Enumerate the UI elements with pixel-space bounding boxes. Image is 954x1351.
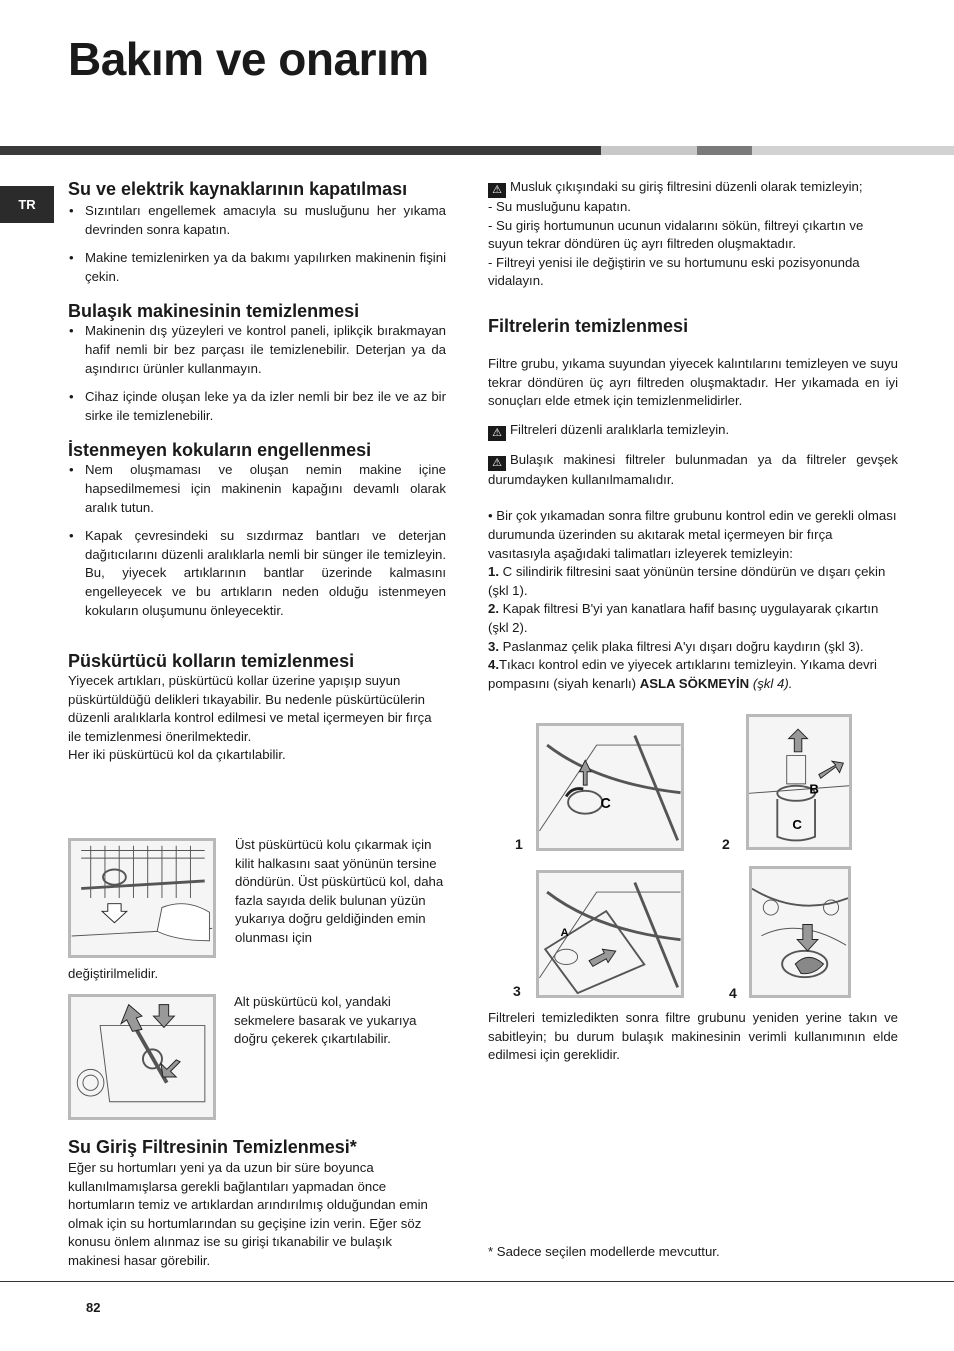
paragraph (488, 451, 898, 490)
bar-segment-dark (0, 146, 601, 155)
lower-spray-arm-figure (68, 994, 216, 1120)
section-heading: Püskürtücü kolların temizlenmesi (68, 651, 355, 672)
figure-label-c: C (600, 795, 611, 812)
instruction-step (488, 656, 898, 693)
paragraph: Yiyecek artıkları, püskürtücü kollar üzerine yapışıp suyun püskürtüldüğü delikleri tıkayabilir. Bu nedenle püskürtücülerin düzenli aralıklarla kontrol edilmesi ve metal içermeyen bir fırça ile temizlenmesi önerilmektedir. (68, 673, 432, 744)
list-item: • Makine temizlenirken ya da bakımı yapılırken makinenin fişini çekin. (68, 249, 446, 286)
step-number: 2. (488, 601, 499, 617)
warning-icon: ⚠ (488, 456, 506, 471)
title-divider-bar (0, 146, 954, 155)
step-number: 4. (488, 657, 499, 673)
figure-reference: (şkl 4). (749, 675, 793, 691)
paragraph: Filtre grubu, yıkama suyundan yiyecek kalıntılarını temizleyen ve suyu tekrar döndüren üç ayrı filtreden oluşmaktadır. Her yıkamada en iyi sonuçları elde etmek için temizlenmelidirler. (488, 355, 898, 409)
paragraph: Her iki püskürtücü kol da çıkartılabilir. (68, 747, 286, 763)
warning-emphasis: ASLA SÖKMEYİN (639, 675, 750, 691)
section-heading: Su Giriş Filtresinin Temizlenmesi* (68, 1137, 357, 1157)
figure-label-c: C (792, 817, 802, 833)
step-text: - Su giriş hortumunun ucunun vidalarını sökün, filtreyi çıkartın ve suyun tekrar döndüren üç ayrı filtreden oluşmaktadır. (488, 217, 864, 252)
step-text: C silindirik filtresini saat yönünün tersine döndürün ve dışarı çekin (şkl 1). (488, 564, 886, 598)
instruction-step (488, 563, 898, 600)
figure-number: 2 (722, 836, 730, 852)
warning-text: Musluk çıkışındaki su giriş filtresini düzenli olarak temizleyin; (510, 179, 863, 194)
left-column (68, 178, 446, 765)
paragraph (488, 421, 898, 441)
upper-spray-arm-figure (68, 838, 216, 958)
paragraph: değiştirilmelidir. (68, 966, 159, 981)
filter-figure-1 (536, 723, 684, 851)
figure-label-b: B (809, 781, 819, 797)
bullet-list (68, 202, 446, 286)
warning-text: Bulaşık makinesi filtreler bulunmadan ya da filtreler gevşek durumdayken kullanılmamalıdır. (488, 451, 898, 487)
paragraph: • Bir çok yıkamadan sonra filtre grubunu kontrol edin ve gerekli olması durumunda üzerinden su akıtarak metal içermeyen bir fırça vasıtasıyla aşağıdaki talimatları izleyerek temizleyin: (488, 508, 897, 561)
step-text: Tıkacı kontrol edin ve yiyecek artıklarını temizleyin. Yıkama devri pompasını (siyah kenarlı) (488, 657, 877, 691)
instruction-step (488, 638, 898, 657)
step-text: Paslanmaz çelik plaka filtresi A'yı dışarı doğru kaydırın (şkl 3). (499, 638, 864, 654)
page-title: Bakım ve onarım (68, 33, 429, 85)
section-heading: Bulaşık makinesinin temizlenmesi (68, 301, 360, 322)
page-number: 82 (86, 1300, 101, 1315)
section-heading: Su ve elektrik kaynaklarının kapatılması (68, 179, 408, 199)
list-item: • Nem oluşmaması ve oluşan nemin makine içine hapsedilmemesi için makinenin kapağını devamlı olarak aralık tutun. (68, 461, 446, 517)
footnote: * Sadece seçilen modellerde mevcuttur. (488, 1244, 720, 1259)
bullet-list (68, 461, 446, 620)
bar-segment-light-end (752, 146, 954, 155)
paragraph: Alt püskürtücü kol, yandaki sekmelere basarak ve yukarıya doğru çekerek çıkartılabilir. (234, 994, 417, 1047)
warning-text: Filtreleri düzenli aralıklarla temizleyin. (510, 421, 730, 437)
warning-icon: ⚠ (488, 183, 506, 198)
paragraph: Üst püskürtücü kolu çıkarmak için kilit halkasını saat yönünün tersine döndürün. Üst püskürtücü kol, daha fazla sayıda delik bulunan yüzün yukarıya doğru geldiğinden emin olunması için (235, 837, 444, 945)
bar-segment-mid (697, 146, 752, 155)
paragraph (488, 178, 898, 198)
filter-figure-2 (746, 714, 852, 850)
figure-label-a: A (560, 926, 569, 939)
right-column (488, 178, 898, 693)
step-text: - Filtreyi yenisi ile değiştirin ve su hortumunu eski pozisyonunda vidalayın. (488, 254, 860, 289)
filter-figure-4 (749, 866, 851, 998)
figure-number: 4 (729, 985, 737, 1001)
paragraph: Filtreleri temizledikten sonra filtre grubunu yeniden yerine takın ve sabitleyin; bu durum bulaşık makinesinin verimli kullanımının elde edilmesi için gereklidir. (488, 1010, 898, 1063)
figure-number: 3 (513, 983, 521, 999)
section-heading: İstenmeyen kokuların engellenmesi (68, 440, 372, 461)
bullet-list (68, 322, 446, 425)
step-number: 1. (488, 564, 499, 580)
step-text: - Su musluğunu kapatın. (488, 199, 631, 214)
filter-figure-3 (536, 870, 684, 998)
step-text: Kapak filtresi B'yi yan kanatlara hafif basınç uygulayarak çıkartın (şkl 2). (488, 601, 879, 635)
list-item: • Makinenin dış yüzeyleri ve kontrol paneli, iplikçik bırakmayan hafif nemli bir bez parçası ile temizlenebilir. Deterjan ya da aşındırıcı ürünler kullanmayın. (68, 322, 446, 378)
list-item: • Sızıntıları engellemek amacıyla su musluğunu her yıkama devrinden sonra kapatın. (68, 202, 446, 239)
figure-number: 1 (515, 836, 523, 852)
list-item: • Cihaz içinde oluşan leke ya da izler nemli bir bez ile ve az bir sirke ile temizlenebilir. (68, 388, 446, 425)
list-item: • Kapak çevresindeki su sızdırmaz bantları ve deterjan dağıtıcılarını düzenli aralıklarla nemli bir sünger ile temizleyin. Bu, yiyecek artıklarının bantlar üzerinde kalmasını engelleyecek ve bu artıkların neden olduğu istenmeyen kokuların oluşumunu önleyecektir. (68, 527, 446, 620)
instruction-step (488, 600, 898, 637)
warning-icon: ⚠ (488, 426, 506, 441)
footer-divider (0, 1281, 954, 1282)
section-heading: Filtrelerin temizlenmesi (488, 315, 689, 336)
paragraph: Eğer su hortumları yeni ya da uzun bir süre boyunca kullanılmamışlarsa gerekli bağlantıları yapmadan önce hortumların temiz ve artıklardan arındırılmış olduğundan emin olmak için su hortumlarından su geçişine izin verin. Eğer söz konusu önlem alınmaz ise su girişi tıkanabilir ve bulaşık makinesi hasar görebilir. (68, 1160, 428, 1268)
step-number: 3. (488, 638, 499, 654)
bar-segment-light (601, 146, 697, 155)
language-tab: TR (0, 186, 54, 223)
